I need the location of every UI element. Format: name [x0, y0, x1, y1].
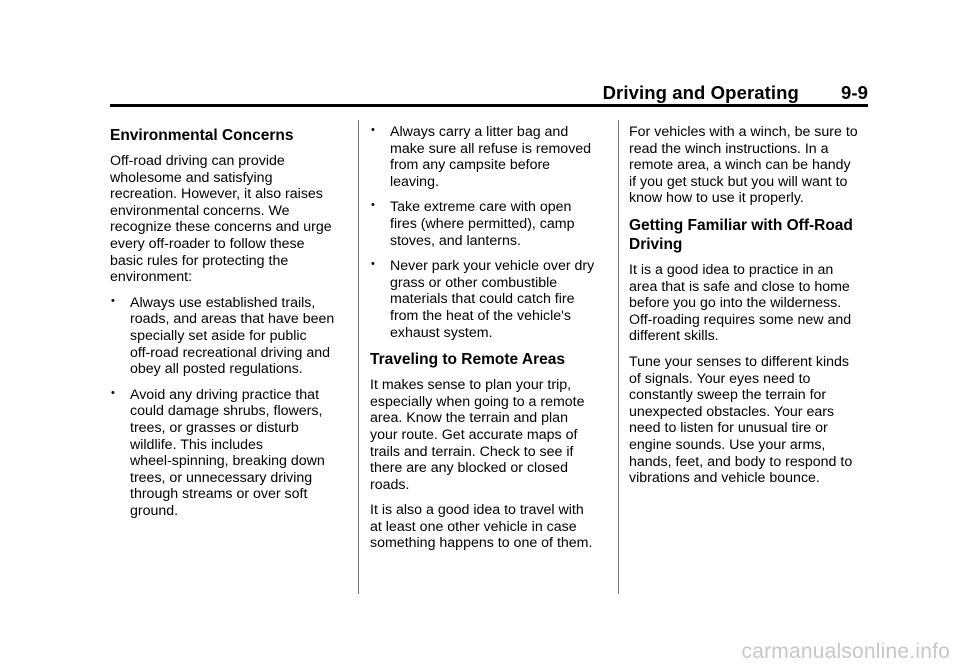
watermark: carmanualsonline.info: [741, 640, 950, 663]
paragraph-practice: It is a good idea to practice in an area that is safe and close to home before you go into the wilderness. Off-roading requires some new and different skills.: [629, 261, 852, 345]
bullet-text: Never park your vehicle over dry grass or other combustible materials that could catch fire from the heat of the vehicle's exhaust system.: [390, 258, 595, 341]
column-3: [629, 124, 869, 496]
column-divider-2: [618, 120, 619, 594]
column-2: [370, 124, 608, 561]
bullet-icon: •: [111, 294, 115, 307]
page-header: [110, 80, 868, 104]
bullet-list-campsite: [370, 124, 608, 341]
paragraph-winch: For vehicles with a winch, be sure to read the winch instructions. In a remote area, a winch can be handy if you get stuck but you will want to know how to use it properly.: [629, 124, 858, 207]
page-number: 9-9: [840, 82, 868, 103]
bullet-text: Avoid any driving practice that could damage shrubs, flowers, trees, or grasses or disturb wildlife. This includes wheel-spinning, breaking down trees, or unnecessary driving through streams or over soft ground.: [130, 386, 325, 519]
bullet-icon: •: [371, 199, 375, 212]
bullet-text: Always use established trails, roads, and areas that have been specially set aside for public off-road recreational driving and obey all posted regulations.: [130, 294, 335, 378]
heading-environmental-concerns: Environmental Concerns: [110, 127, 294, 144]
bullet-item: [110, 295, 348, 378]
paragraph-travel-together: It is also a good idea to travel with at least one other vehicle in case something happens to one of them.: [370, 502, 593, 552]
bullet-item: [110, 387, 348, 520]
heading-getting-familiar: Getting Familiar with Off-Road Driving: [629, 216, 853, 253]
bullet-list-environment: [110, 295, 348, 520]
header-rule: [110, 104, 868, 107]
bullet-icon: •: [111, 386, 115, 399]
bullet-item: [370, 258, 608, 341]
section-title: Driving and Operating: [602, 82, 799, 103]
heading-traveling-remote-areas: Traveling to Remote Areas: [370, 351, 565, 369]
paragraph-intro: Off-road driving can provide wholesome and satisfying recreation. However, it also raises environmental concerns. We recognize these concerns and urge every off-roader to follow these basic rules for protecting the environment:: [110, 153, 332, 286]
bullet-item: [370, 199, 608, 249]
bullet-icon: •: [371, 258, 375, 271]
bullet-item: [370, 124, 608, 190]
column-1: [110, 124, 348, 528]
bullet-text: Always carry a litter bag and make sure all refuse is removed from any campsite before leaving.: [390, 124, 592, 190]
paragraph-senses: Tune your senses to different kinds of signals. Your eyes need to constantly sweep the terrain for unexpected obstacles. Your ears need to listen for unusual tire or engine sounds. Use your arms, hands, feet, and body to respond to vibrations and vehicle bounce.: [629, 353, 853, 487]
bullet-icon: •: [371, 124, 375, 136]
bullet-text: Take extreme care with open fires (where permitted), camp stoves, and lanterns.: [390, 199, 575, 249]
paragraph-plan-trip: It makes sense to plan your trip, especially when going to a remote area. Know the terrain and plan your route. Get accurate maps of trails and terrain. Check to see if there are any blocked or closed roads.: [370, 377, 585, 493]
column-divider-1: [358, 120, 359, 594]
